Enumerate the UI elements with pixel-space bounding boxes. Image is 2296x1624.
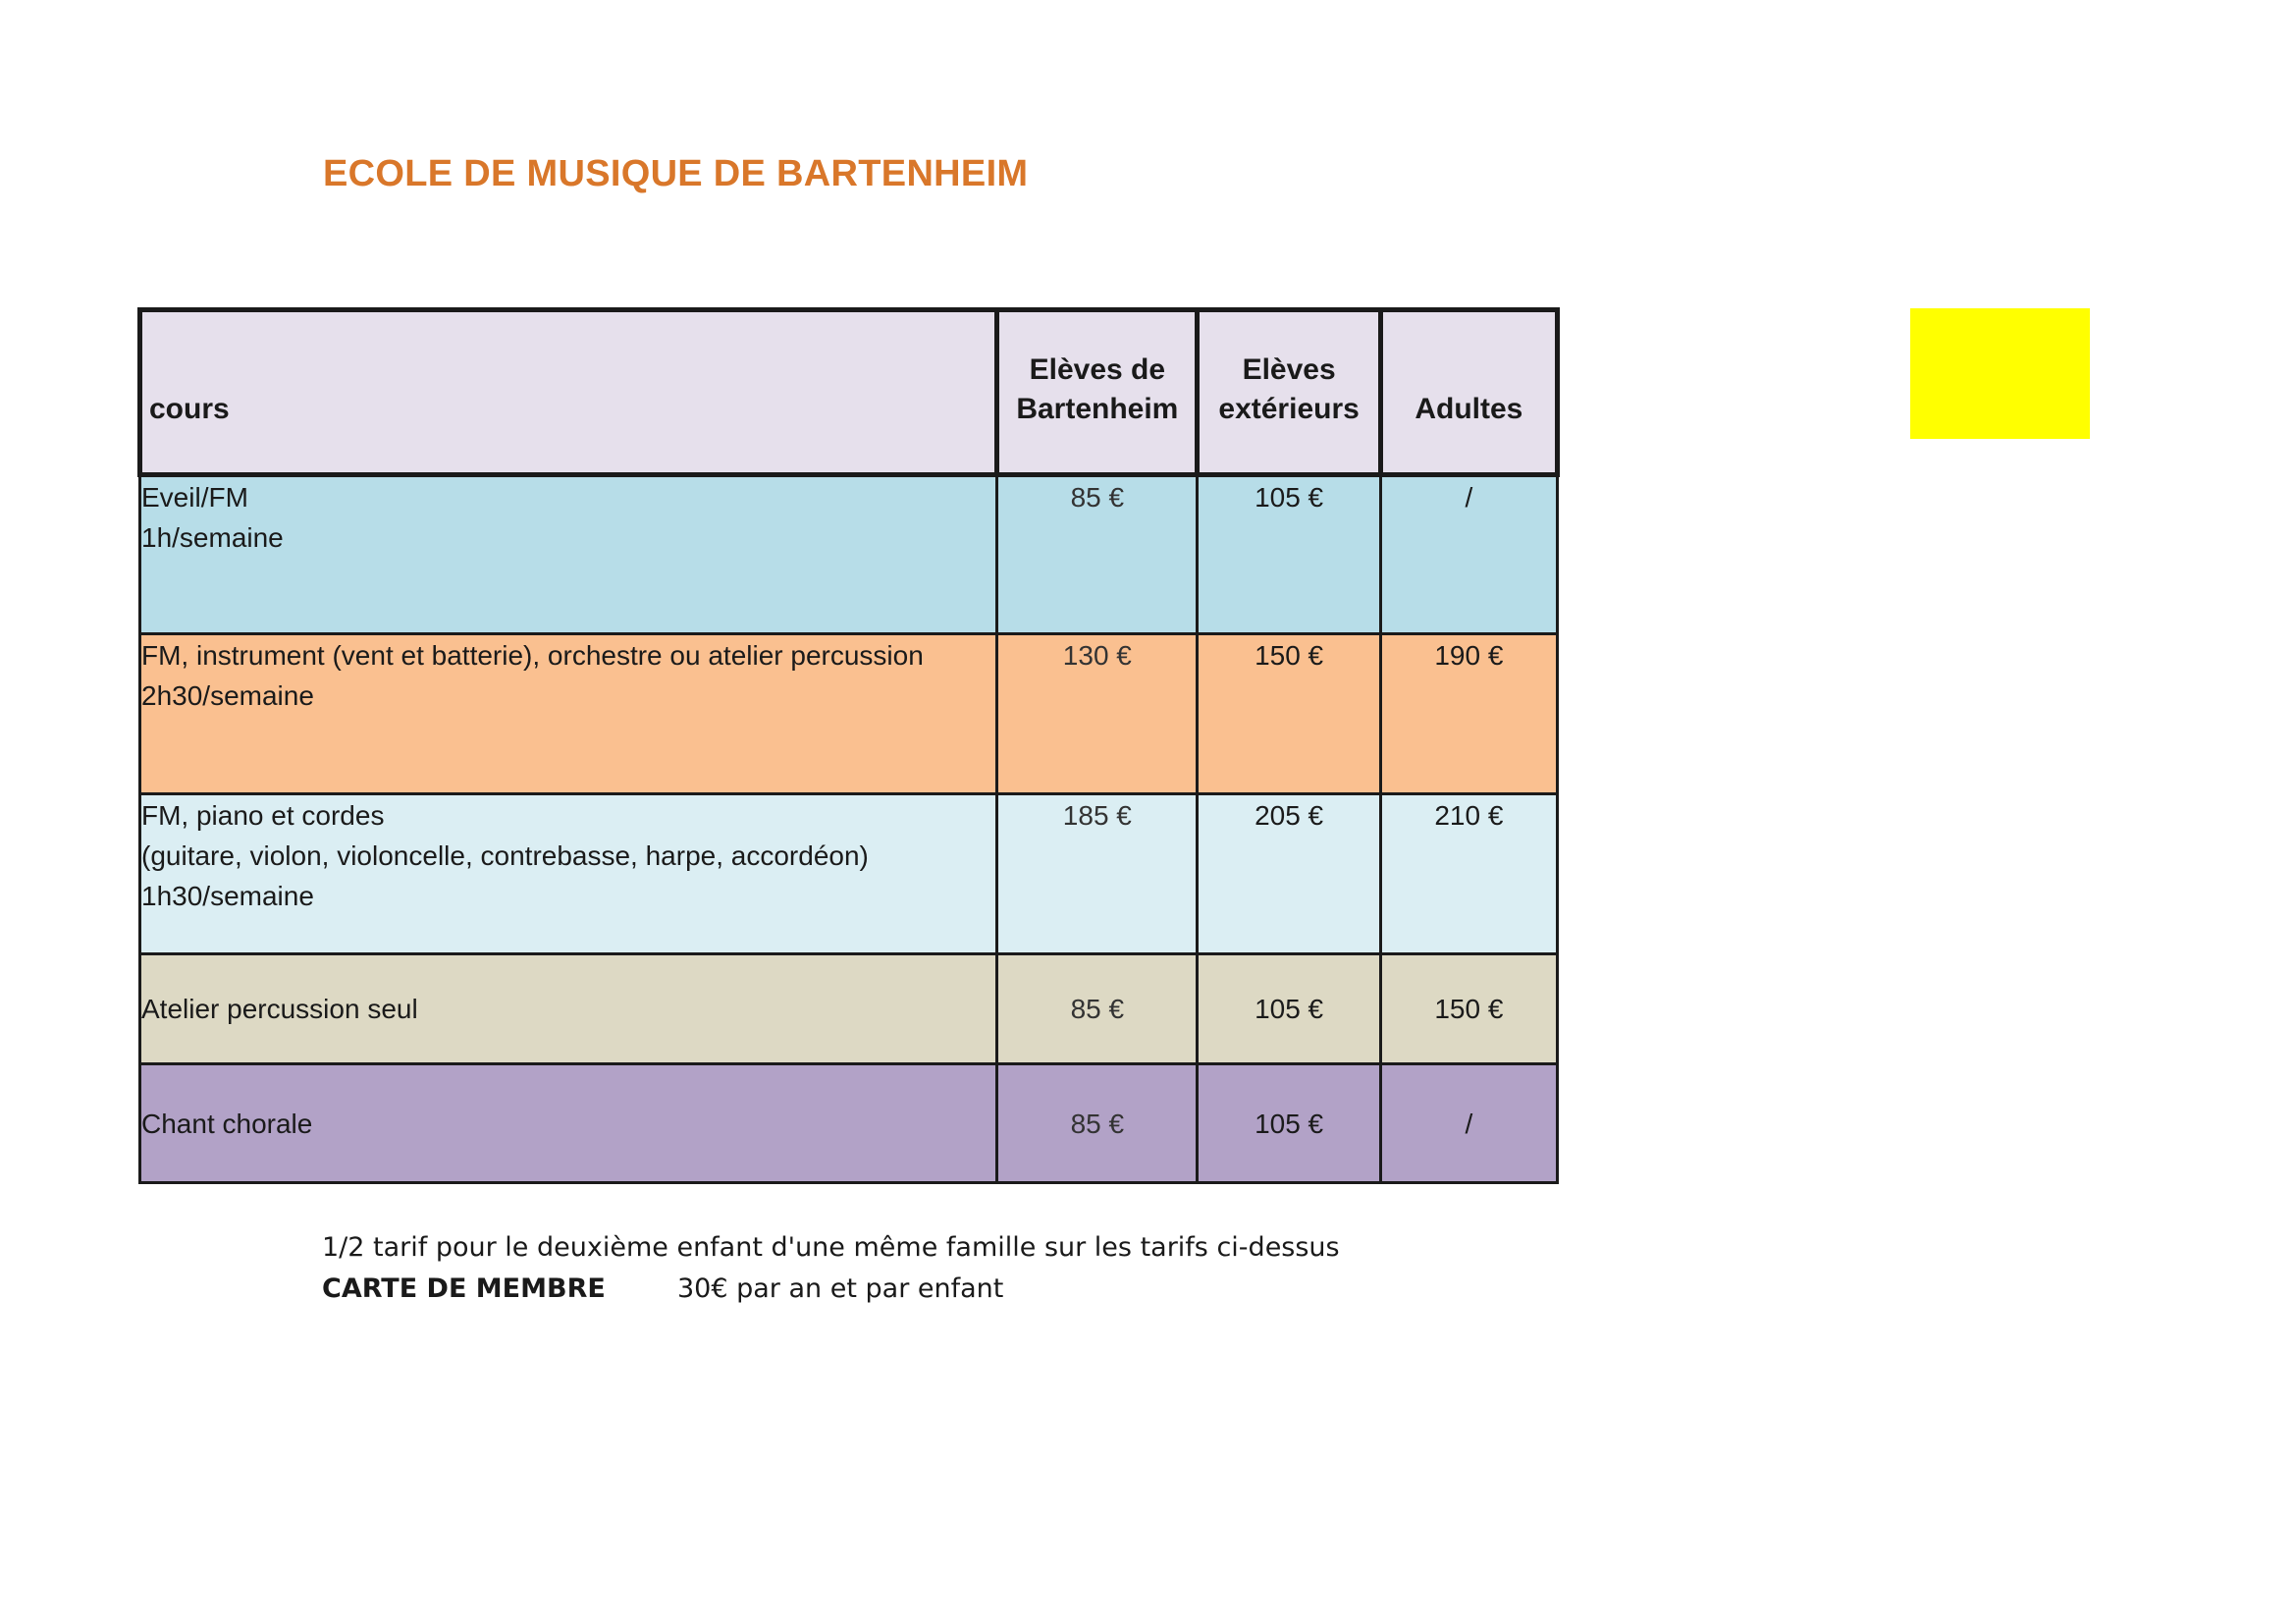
table-row bbox=[140, 475, 1558, 634]
tariff-table bbox=[137, 307, 1560, 1184]
notes bbox=[322, 1227, 1340, 1310]
course-line: Chant chorale bbox=[141, 1108, 313, 1139]
price-bartenheim: 85 € bbox=[997, 1064, 1198, 1183]
header-eleves-exterieurs: Elèves extérieurs bbox=[1198, 310, 1380, 475]
membership-row bbox=[322, 1269, 1340, 1310]
price-bartenheim: 130 € bbox=[997, 634, 1198, 794]
price-exterieurs: 105 € bbox=[1198, 1064, 1380, 1183]
price-exterieurs: 105 € bbox=[1198, 954, 1380, 1064]
price-adultes: 150 € bbox=[1380, 954, 1557, 1064]
course-line: FM, instrument (vent et batterie), orchestre ou atelier percussion bbox=[141, 640, 924, 671]
table-row bbox=[140, 1064, 1558, 1183]
course-line: Eveil/FM bbox=[141, 482, 248, 513]
table-row bbox=[140, 634, 1558, 794]
header-cours: cours bbox=[140, 310, 997, 475]
course-cell bbox=[140, 634, 997, 794]
course-cell bbox=[140, 954, 997, 1064]
course-line: 1h/semaine bbox=[141, 522, 284, 553]
price-bartenheim: 85 € bbox=[997, 954, 1198, 1064]
price-exterieurs: 150 € bbox=[1198, 634, 1380, 794]
table-body bbox=[140, 475, 1558, 1183]
course-line: (guitare, violon, violoncelle, contrebasse, harpe, accordéon) bbox=[141, 840, 869, 871]
course-line: Atelier percussion seul bbox=[141, 994, 418, 1024]
membership-value: 30€ par an et par enfant bbox=[677, 1273, 1004, 1304]
price-adultes: / bbox=[1380, 475, 1557, 634]
price-exterieurs: 205 € bbox=[1198, 794, 1380, 954]
table-row bbox=[140, 954, 1558, 1064]
header-adultes: Adultes bbox=[1380, 310, 1557, 475]
half-rate-note: 1/2 tarif pour le deuxième enfant d'une même famille sur les tarifs ci-dessus bbox=[322, 1232, 1340, 1263]
course-cell bbox=[140, 1064, 997, 1183]
price-bartenheim: 85 € bbox=[997, 475, 1198, 634]
table-row bbox=[140, 794, 1558, 954]
course-line: 2h30/semaine bbox=[141, 680, 314, 711]
course-line: FM, piano et cordes bbox=[141, 800, 385, 831]
price-adultes: / bbox=[1380, 1064, 1557, 1183]
price-bartenheim: 185 € bbox=[997, 794, 1198, 954]
price-adultes: 190 € bbox=[1380, 634, 1557, 794]
header-eleves-bartenheim: Elèves de Bartenheim bbox=[997, 310, 1198, 475]
yellow-highlight-box bbox=[1910, 308, 2090, 439]
price-adultes: 210 € bbox=[1380, 794, 1557, 954]
page-title: ECOLE DE MUSIQUE DE BARTENHEIM bbox=[323, 153, 1029, 194]
course-line: 1h30/semaine bbox=[141, 881, 314, 911]
table-header-row bbox=[140, 310, 1558, 475]
course-cell bbox=[140, 475, 997, 634]
course-cell bbox=[140, 794, 997, 954]
membership-label: CARTE DE MEMBRE bbox=[322, 1273, 606, 1304]
price-exterieurs: 105 € bbox=[1198, 475, 1380, 634]
